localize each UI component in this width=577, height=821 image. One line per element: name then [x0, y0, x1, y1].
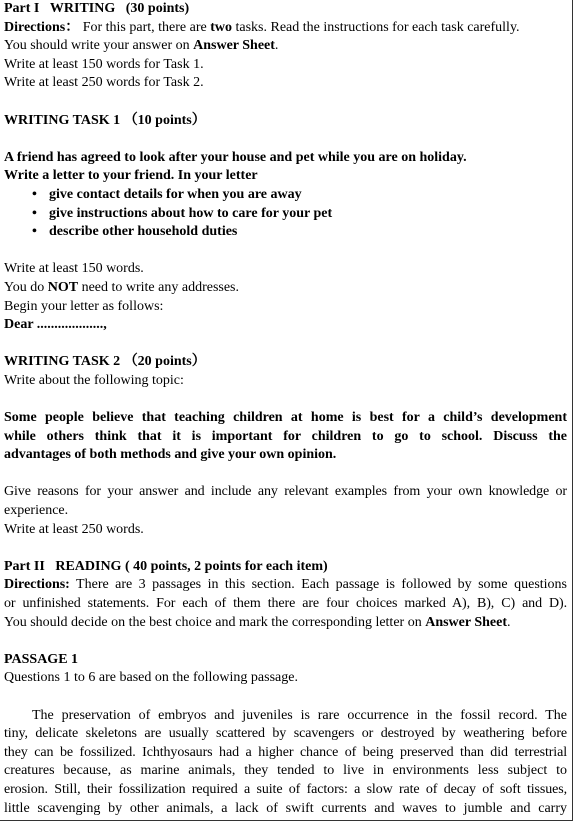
answer-line-text: You should write your answer on [4, 38, 190, 54]
letter-begin-instruction: Begin your letter as follows: [4, 298, 164, 314]
part2-heading [4, 558, 567, 577]
part2-directions-text: There are 3 passages in this section. Each passage is followed by some questions [76, 577, 567, 593]
passage-line: they can be fossilized. Ichthyosaurs had a higher chance of being preserved than did terrestrial [4, 744, 567, 760]
part1-directions: Directions： For this part, there are two tasks. Read the instructions for each task carefully. [4, 19, 520, 35]
directions-text-end: tasks. Read the instructions for each task carefully. [235, 19, 520, 35]
list-item [32, 186, 567, 205]
task2-title: WRITING TASK 2 [4, 354, 121, 370]
task1-heading [4, 112, 567, 131]
passage-line: little scavenging by other animals, a lack of swift currents and waves to jumble and carry [4, 800, 567, 816]
directions-emphasis: two [210, 19, 232, 35]
task2-topic-line: while others think that it is important for children to go to school. Discuss the [4, 428, 567, 444]
part2-directions-period: . [507, 614, 511, 630]
list-item-text: give contact details for when you are away [49, 186, 302, 202]
part2-directions-line: or unfinished statements. For each of them there are four choices marked A), B), C) and D). [4, 596, 567, 611]
passage-line: erosion. Still, their fossilization required a suite of factors: a slow rate of decay of soft tissues, [4, 781, 567, 797]
part2-directions-line [4, 576, 567, 595]
part2-directions-label: Directions: [4, 577, 70, 593]
address-text: You do [4, 279, 45, 295]
passage-line: The preservation of embryos and juveniles is rare occurrence in the fossil record. The [32, 707, 567, 723]
task1-points: （10 points） [123, 112, 206, 128]
task1-word-count: Write at least 150 words for Task 1. [4, 56, 204, 72]
task1-prompt: A friend has agreed to look after your house and pet while you are on holiday. [4, 149, 467, 165]
bullet-icon: • [32, 205, 37, 221]
task2-heading [4, 353, 567, 372]
list-item-text: give instructions about how to care for your pet [49, 205, 333, 221]
task1-min-words: Write at least 150 words. [4, 261, 144, 277]
bullet-icon: • [32, 224, 37, 240]
task2-min-words: Write at least 250 words. [4, 521, 144, 537]
part1-label: Part I [4, 1, 40, 16]
address-note [4, 279, 567, 298]
task1-instruction: Write a letter to your friend. In your letter [4, 168, 258, 184]
directions-label: Directions [4, 19, 66, 35]
bullet-icon: • [32, 186, 37, 202]
task2-reasons-line: Give reasons for your answer and include any relevant examples from your own knowledge or [4, 484, 567, 500]
task1-title: WRITING TASK 1 [4, 112, 121, 128]
answer-sheet-emphasis: Answer Sheet [193, 38, 275, 54]
address-text-end: need to write any addresses. [81, 279, 240, 295]
task2-topic-line: advantages of both methods and give your own opinion. [4, 447, 337, 463]
list-item-text: describe other household duties [49, 224, 238, 240]
part2-answer-sheet-emphasis: Answer Sheet [425, 614, 507, 630]
part1-heading [4, 0, 567, 19]
passage1-heading: PASSAGE 1 [4, 651, 79, 667]
part2-directions-line [4, 614, 567, 633]
address-emphasis: NOT [47, 279, 79, 295]
task2-points: （20 points） [123, 354, 206, 370]
task2-topic-line: Some people believe that teaching children at home is best for a child’s development [4, 410, 567, 426]
part2-title: READING ( 40 points, 2 points for each item) [55, 558, 328, 574]
task1-bullet-list [4, 186, 567, 242]
part1-title: WRITING [49, 1, 116, 16]
part2-directions-text: You should decide on the best choice and mark the corresponding letter on [4, 614, 422, 630]
list-item [32, 223, 567, 242]
directions-text: For this part, there are [82, 19, 207, 35]
task2-reasons-line: experience. [4, 503, 69, 519]
passage-line: tiny, delicate skeletons are usually scattered by scavengers or destroyed by weathering before [4, 726, 567, 742]
task2-intro: Write about the following topic: [4, 372, 184, 388]
answer-sheet-line: You should write your answer on Answer Sheet. [4, 38, 279, 54]
letter-salutation: Dear ..................., [4, 317, 107, 333]
passage-line: creatures because, as marine animals, they tended to live in environments less subject to [4, 763, 567, 779]
passage1-intro: Questions 1 to 6 are based on the following passage. [4, 670, 298, 686]
list-item [32, 205, 567, 224]
part1-points: (30 points) [125, 1, 190, 16]
part2-label: Part II [4, 558, 45, 574]
task2-word-count: Write at least 250 words for Task 2. [4, 75, 204, 91]
